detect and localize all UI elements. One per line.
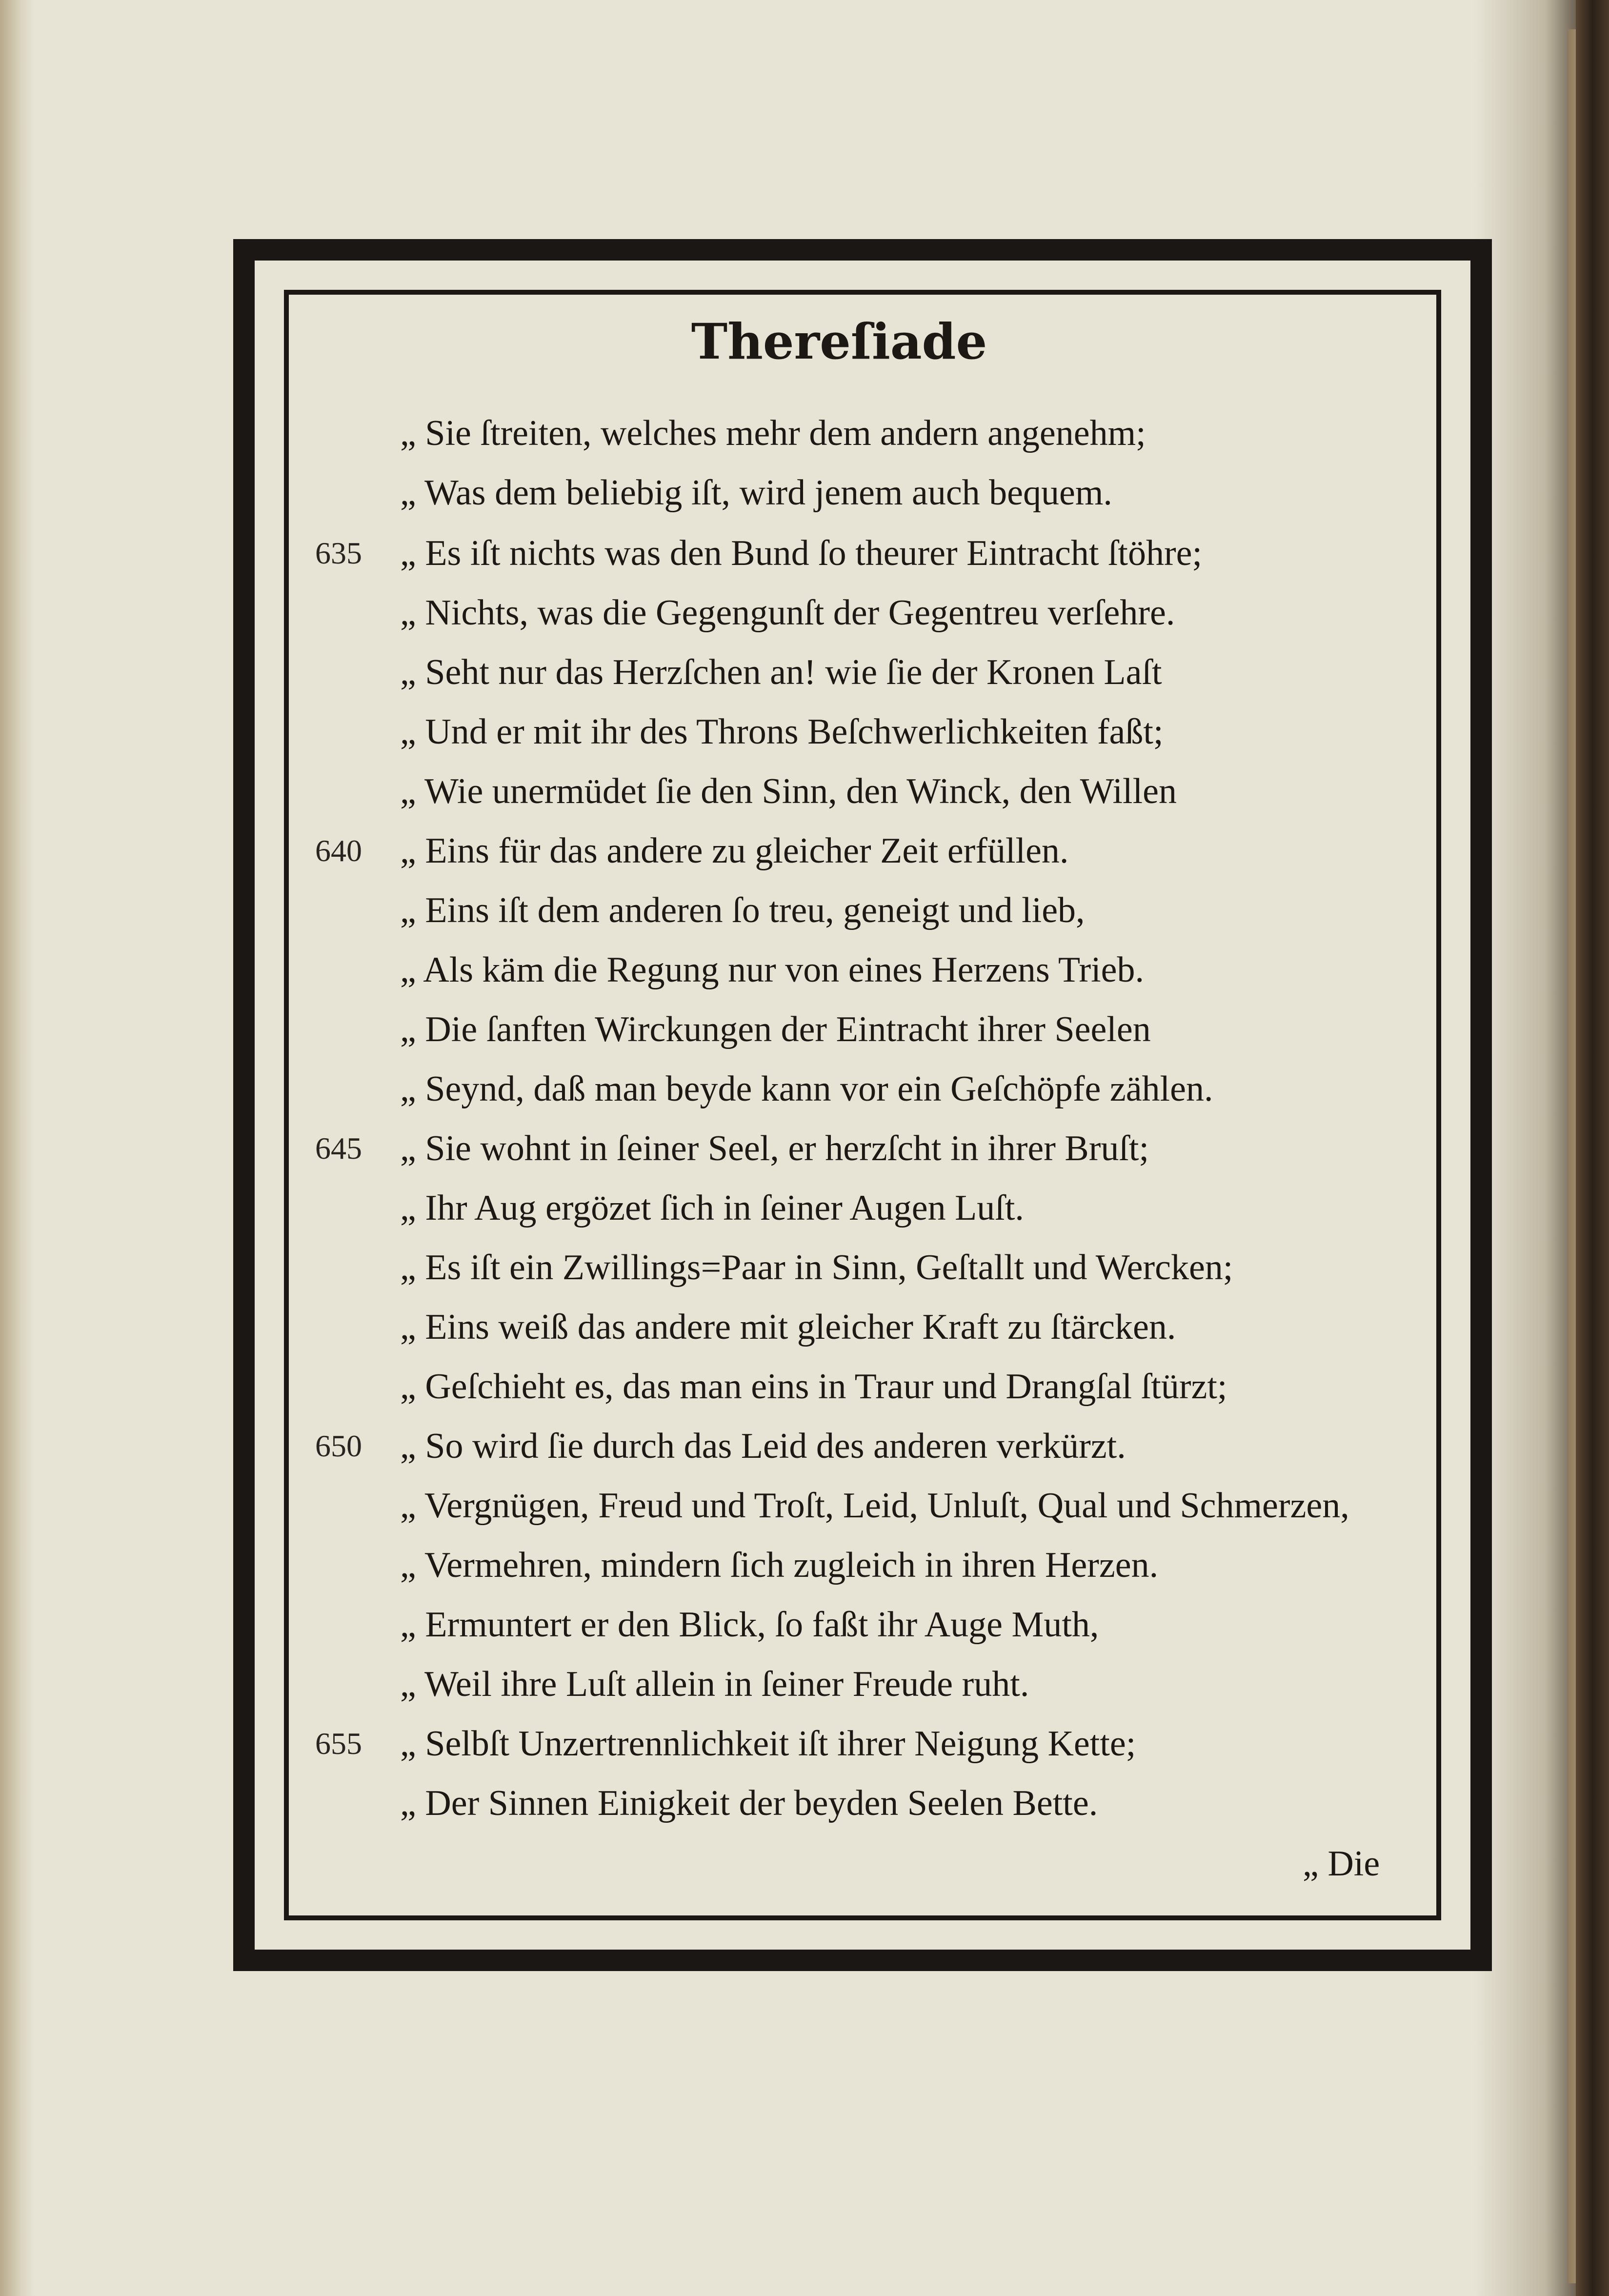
line-number: 655 [315, 1726, 362, 1761]
line-number: 640 [315, 833, 362, 868]
verse-line: „ Weil ihre Luſt allein in ſeiner Freude ruht. [400, 1664, 1029, 1704]
book-spine [1576, 0, 1609, 2296]
line-number: 635 [315, 536, 362, 570]
catchword: „ Die [1303, 1844, 1380, 1884]
verse-line: „ Es iſt nichts was den Bund ſo theurer Eintracht ſtöhre; [400, 533, 1203, 573]
verse-line: „ Sie ſtreiten, welches mehr dem andern angenehm; [400, 413, 1146, 453]
verse-line: „ Ermuntert er den Blick, ſo faßt ihr Auge Muth, [400, 1605, 1099, 1645]
verse-line: „ Eins für das andere zu gleicher Zeit erfüllen. [400, 831, 1069, 871]
verse-line: „ Vermehren, mindern ſich zugleich in ihren Herzen. [400, 1545, 1159, 1585]
verse-line: „ Ihr Aug ergözet ſich in ſeiner Augen Luſt. [400, 1188, 1024, 1228]
verse-line: „ Es iſt ein Zwillings=Paar in Sinn, Geſtallt und Wercken; [400, 1248, 1233, 1288]
verse-line: „ So wird ſie durch das Leid des anderen verkürzt. [400, 1426, 1126, 1466]
verse-line: „ Seynd, daß man beyde kann vor ein Geſchöpfe zählen. [400, 1069, 1213, 1109]
verse-line: „ Und er mit ihr des Throns Beſchwerlichkeiten faßt; [400, 712, 1164, 752]
verse-line: „ Sie wohnt in ſeiner Seel, er herzſcht in ihrer Bruſt; [400, 1128, 1149, 1168]
verse-line: „ Als käm die Regung nur von eines Herzens Trieb. [400, 950, 1144, 990]
running-title: Thereſiade [691, 313, 987, 370]
verse-line: „ Geſchieht es, das man eins in Traur und Drangſal ſtürzt; [400, 1367, 1227, 1407]
verse-line: „ Der Sinnen Einigkeit der beyden Seelen Bette. [400, 1783, 1098, 1823]
verse-line: „ Die ſanften Wirckungen der Eintracht ihrer Seelen [400, 1009, 1151, 1049]
line-number: 645 [315, 1131, 362, 1166]
verse-line: „ Wie unermüdet ſie den Sinn, den Winck, den Willen [400, 771, 1177, 811]
verse-line: „ Selbſt Unzertrennlichkeit iſt ihrer Neigung Kette; [400, 1724, 1136, 1764]
page-left-edge [0, 0, 34, 2296]
verse-line: „ Was dem beliebig iſt, wird jenem auch bequem. [400, 473, 1112, 513]
line-number: 650 [315, 1429, 362, 1463]
verse-line: „ Eins weiß das andere mit gleicher Kraft zu ſtärcken. [400, 1307, 1176, 1347]
verse-line: „ Vergnügen, Freud und Troſt, Leid, Unluſt, Qual und Schmerzen, [400, 1486, 1349, 1526]
verse-line: „ Nichts, was die Gegengunſt der Gegentreu verſehre. [400, 593, 1175, 633]
verse-line: „ Eins iſt dem anderen ſo treu, geneigt und lieb, [400, 890, 1085, 930]
verse-line: „ Seht nur das Herzſchen an! wie ſie der Kronen Laſt [400, 652, 1162, 692]
